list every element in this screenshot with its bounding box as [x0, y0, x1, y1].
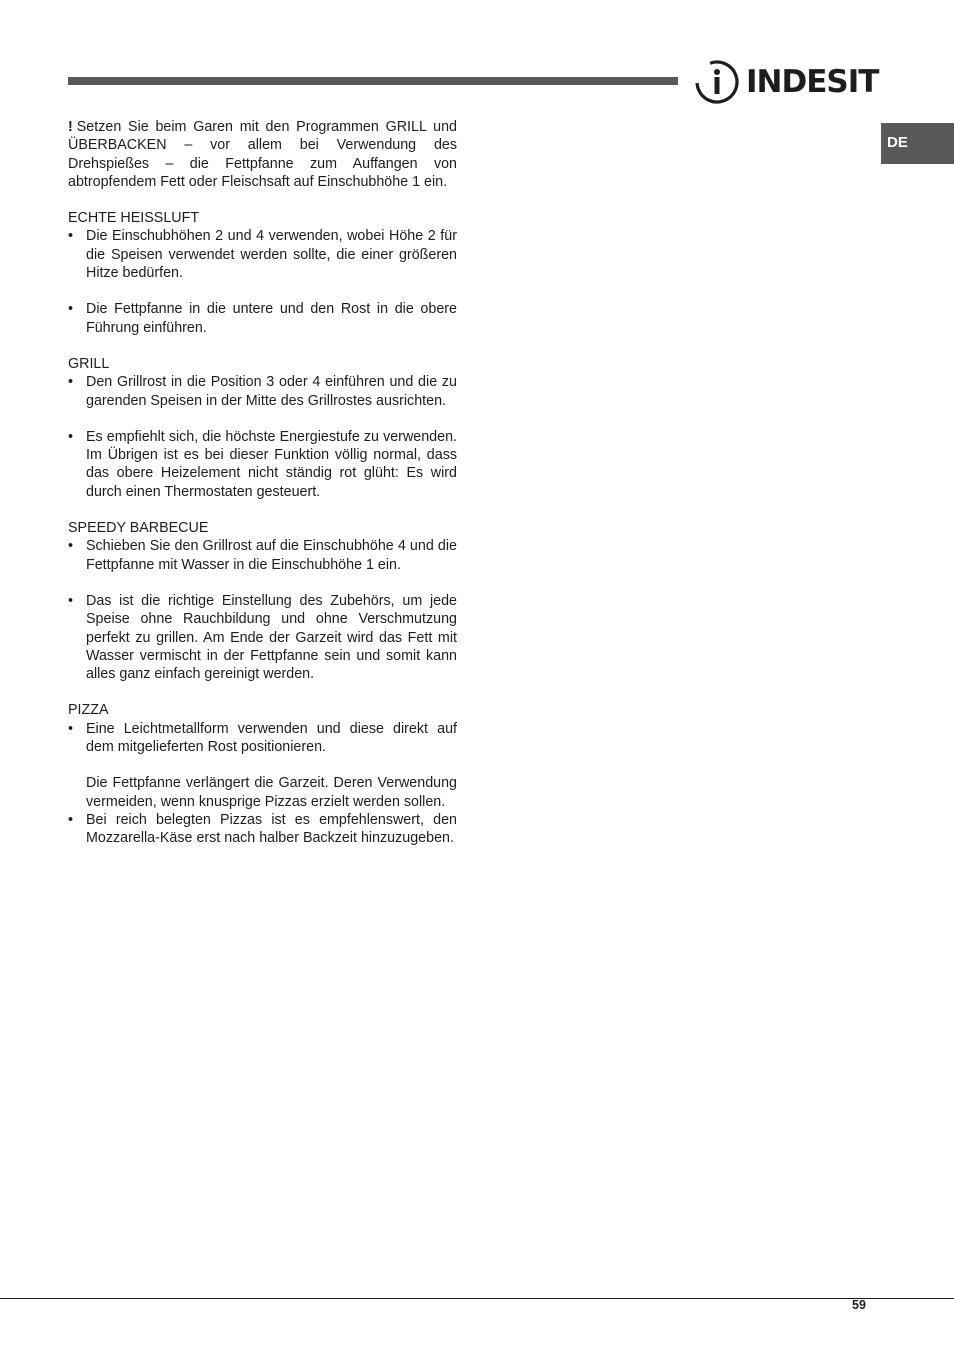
section-heading: PIZZA [68, 702, 109, 719]
bullet-icon: • [68, 228, 74, 245]
list-item [68, 537, 457, 574]
section-heading: GRILL [68, 355, 110, 372]
brand-wordmark: INDESIT [746, 63, 879, 100]
section-heading: ECHTE HEISSLUFT [68, 210, 200, 227]
bullet-icon: • [68, 428, 74, 445]
bullet-list [68, 227, 457, 336]
list-item-text: Eine Leichtmetallform verwenden und diese direkt auf dem mitgelieferten Rost positionieren. [86, 720, 457, 756]
section-grill [68, 355, 457, 501]
warning-paragraph [68, 118, 457, 191]
list-item-text: Die Einschubhöhen 2 und 4 verwenden, wobei Höhe 2 für die Speisen verwendet werden sollte, die einer größeren Hitze bedürfen. [86, 228, 457, 282]
header-rule-bar [68, 77, 678, 85]
indesit-i-logo-icon [694, 59, 740, 105]
bullet-icon: • [68, 538, 74, 555]
list-item-text: Die Fettpfanne in die untere und den Rost in die obere Führung einführen. [86, 301, 457, 336]
list-item-text: Den Grillrost in die Position 3 oder 4 einführen und die zu garenden Speisen in der Mitte des Grillrostes ausrichten. [86, 374, 457, 409]
section-heading: SPEEDY BARBECUE [68, 520, 209, 537]
footer-rule [0, 1298, 954, 1299]
brand-logo [694, 58, 878, 106]
bullet-icon: • [68, 592, 74, 609]
section-speedy-barbecue [68, 519, 457, 683]
warning-text: Setzen Sie beim Garen mit den Programmen GRILL und ÜBERBACKEN – vor allem bei Verwendung des Drehspießes – die Fettpfanne zum Auffangen von abtropfendem Fett oder Fleischsaft auf Einschubhöhe 1 ein. [68, 119, 457, 190]
warning-icon: ! [68, 119, 73, 135]
page-number: 59 [852, 1298, 866, 1312]
list-item-text: Bei reich belegten Pizzas ist es empfehlenswert, den Mozzarella-Käse erst nach halber Backzeit hinzuzugeben. [86, 811, 457, 847]
bullet-list [68, 811, 457, 848]
list-item-text: Das ist die richtige Einstellung des Zubehörs, um jede Speise ohne Rauchbildung und ohne Verschmutzung perfekt zu grillen. Am Ende der Garzeit wird das Fett mit Wasser vermischt in der Fettpfanne sein und somit kann alles ganz einfach gereinigt werden. [86, 592, 457, 683]
pizza-note: Die Fettpfanne verlängert die Garzeit. Deren Verwendung vermeiden, wenn knusprige Pizzas erzielt werden sollen. [86, 775, 457, 810]
list-item [68, 227, 457, 282]
list-item [68, 300, 457, 337]
bullet-list [68, 537, 457, 683]
list-item [68, 373, 457, 410]
list-item [68, 811, 457, 848]
bullet-list [68, 373, 457, 501]
list-item [68, 592, 457, 683]
bullet-icon: • [68, 374, 74, 391]
bullet-icon: • [68, 301, 74, 318]
section-pizza [68, 701, 457, 847]
bullet-icon: • [68, 811, 74, 828]
section-echte-heissluft [68, 209, 457, 337]
list-item [68, 720, 457, 757]
list-item-text: Schieben Sie den Grillrost auf die Einschubhöhe 4 und die Fettpfanne mit Wasser in die Einschubhöhe 1 ein. [86, 538, 457, 573]
list-item-text: Es empfiehlt sich, die höchste Energiestufe zu verwenden. Im Übrigen ist es bei dieser Funktion völlig normal, dass das obere Heizelement nicht ständig rot glüht: Es wird durch einen Thermostaten gesteuert. [86, 428, 457, 500]
bullet-list [68, 720, 457, 757]
list-item [68, 428, 457, 501]
main-content [68, 118, 457, 848]
bullet-icon: • [68, 720, 74, 737]
language-tab: DE [881, 123, 954, 164]
